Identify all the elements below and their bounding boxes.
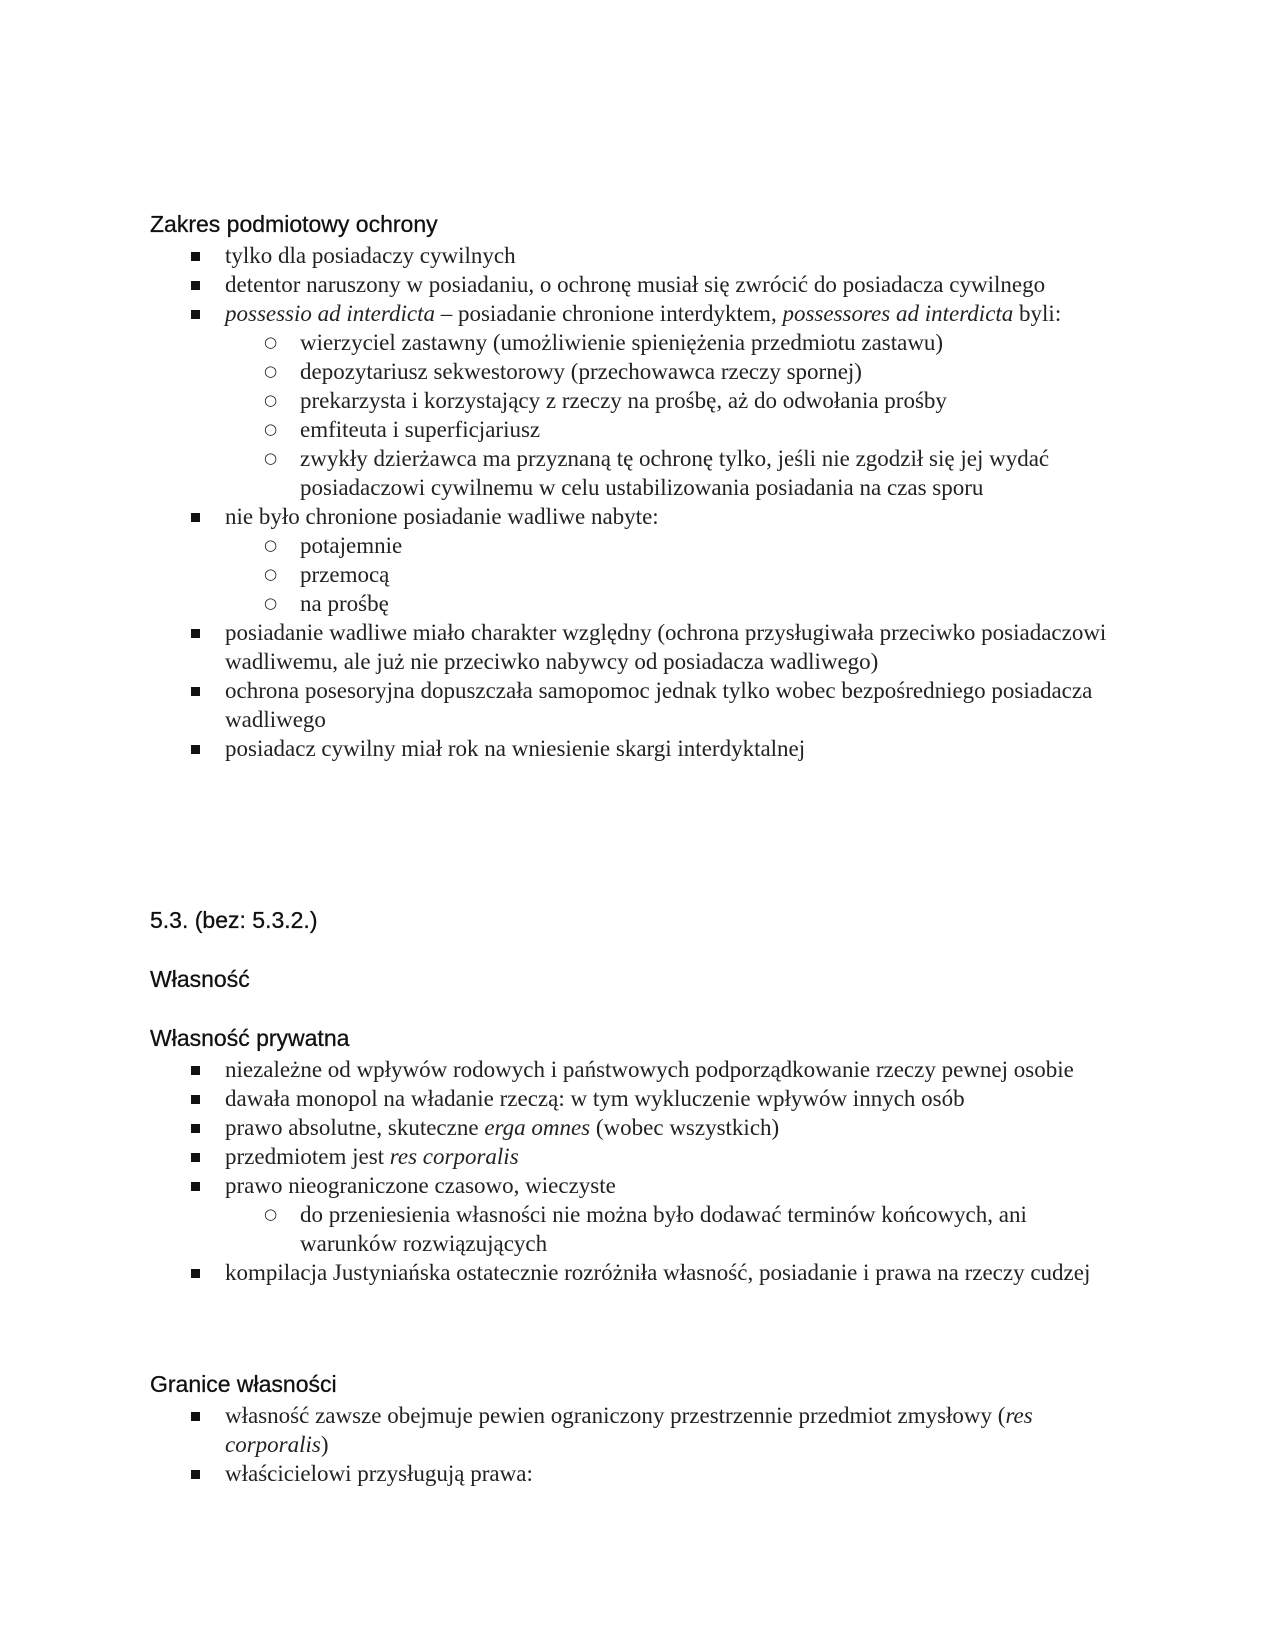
list-zakres [0,241,1120,763]
list-item [0,1142,1118,1171]
text-segment: przedmiotem jest [225,1144,390,1169]
list-wlasnosc-prywatna [0,1055,1120,1287]
text-segment: prawo absolutne, skuteczne [225,1115,485,1140]
sub-list-item: ○ do przeniesienia własności nie można było dodawać terminów końcowych, ani warunków rozwiązujących [0,1200,1120,1258]
term-italic: possessio ad interdicta [225,301,435,326]
list-item: właścicielowi przysługują prawa: [0,1459,1118,1488]
sub-list-item: ○ przemocą [0,560,1120,589]
term-italic: res corporalis [225,1403,1033,1457]
sub-list-item: ○ wierzyciel zastawny (umożliwienie spieniężenia przedmiotu zastawu) [0,328,1120,357]
sub-list-item: ○ potajemnie [0,531,1120,560]
text-segment: byli: [1013,301,1062,326]
list-item: detentor naruszony w posiadaniu, o ochronę musiał się zwrócić do posiadacza cywilnego [0,270,1118,299]
list-item: tylko dla posiadaczy cywilnych [0,241,1118,270]
term-italic: erga omnes [484,1115,591,1140]
text-segment: (wobec wszystkich) [590,1115,780,1140]
list-item: prawo nieograniczone czasowo, wieczyste [0,1171,1118,1200]
term-italic: possessores ad interdicta [782,301,1014,326]
heading-granice-wlasnosci: Granice własności [150,1371,337,1397]
sub-list-item: ○ depozytariusz sekwestorowy (przechowawca rzeczy spornej) [0,357,1120,386]
heading-zakres-podmiotowy: Zakres podmiotowy ochrony [150,211,438,237]
sub-list-item: ○ na prośbę [0,589,1120,618]
list-item: nie było chronione posiadanie wadliwe nabyte: [0,502,1118,531]
heading-wlasnosc-prywatna: Własność prywatna [150,1025,350,1051]
list-item: kompilacja Justyniańska ostatecznie rozróżniła własność, posiadanie i prawa na rzeczy cudzej [0,1258,1118,1287]
list-item: dawała monopol na władanie rzeczą: w tym wykluczenie wpływów innych osób [0,1084,1118,1113]
text-segment: własność zawsze obejmuje pewien ograniczony przestrzennie przedmiot zmysłowy ( [225,1403,1006,1428]
sub-list-item: ○ prekarzysta i korzystający z rzeczy na prośbę, aż do odwołania prośby [0,386,1120,415]
list-granice [0,1401,1118,1488]
sub-list-item: ○ emfiteuta i superficjariusz [0,415,1120,444]
list-item [0,1401,1118,1459]
sub-list-item: ○ zwykły dzierżawca ma przyznaną tę ochronę tylko, jeśli nie zgodził się jej wydać posiadaczowi cywilnemu w celu ustabilizowania posiadania na czas sporu [0,444,1120,502]
list-item: niezależne od wpływów rodowych i państwowych podporządkowanie rzeczy pewnej osobie [0,1055,1118,1084]
list-item [0,299,1118,328]
section-reference: 5.3. (bez: 5.3.2.) [150,907,318,933]
list-item: ochrona posesoryjna dopuszczała samopomoc jednak tylko wobec bezpośredniego posiadacza wadliwego [0,676,1118,734]
text-segment: ) [320,1432,329,1457]
list-item: posiadacz cywilny miał rok na wniesienie skargi interdyktalnej [0,734,1118,763]
text-segment: – posiadanie chronione interdyktem, [434,301,783,326]
heading-wlasnosc: Własność [150,966,250,992]
term-italic: res corporalis [389,1144,519,1169]
list-item [0,1113,1118,1142]
list-item: posiadanie wadliwe miało charakter względny (ochrona przysługiwała przeciwko posiadaczowi wadliwemu, ale już nie przeciwko nabywcy od posiadacza wadliwego) [0,618,1118,676]
